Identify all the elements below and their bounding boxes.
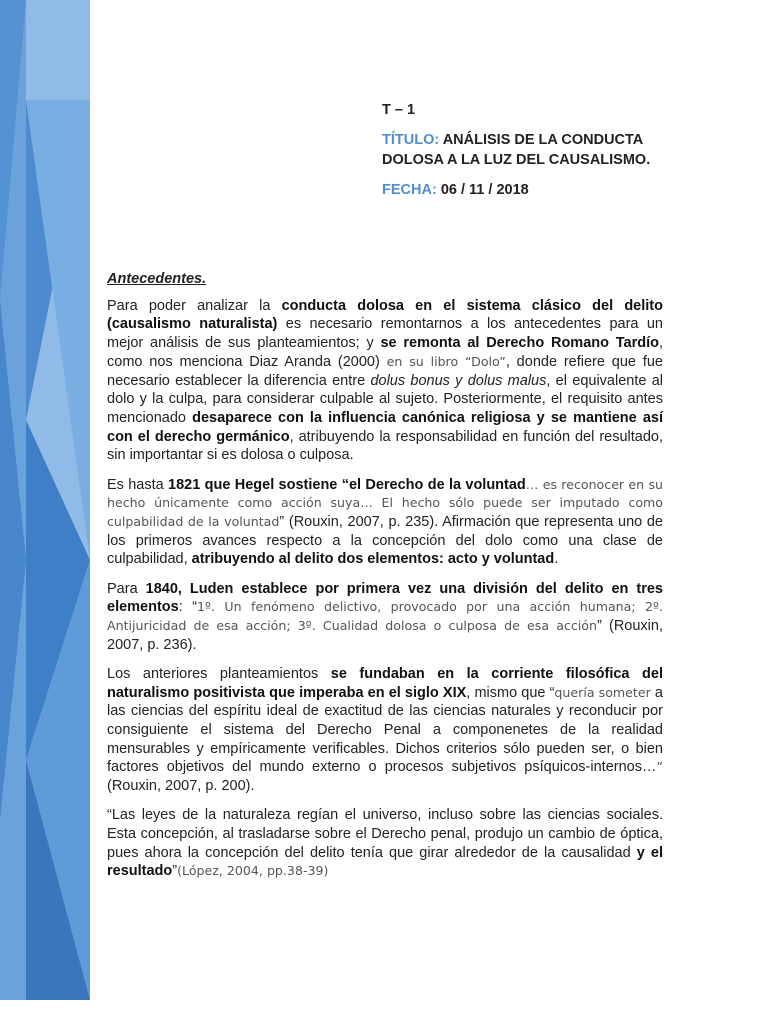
p4-text: Los anteriores planteamientos [107, 665, 331, 682]
p5-text: ” [172, 863, 178, 880]
p1-text: , atribuyendo la responsabilidad en función del resultado, sin importantar si es dolosa o culposa. [107, 428, 663, 464]
p4-bold: se fundaban en la corriente filosófica del naturalismo positivista que imperaba en el siglo XIX [107, 665, 663, 701]
title-line-2: DOLOSA A LA LUZ DEL CAUSALISMO. [382, 152, 651, 168]
p2-bold: atribuyendo al delito dos elementos: acto y voluntad [191, 551, 555, 568]
p4-text: a las ciencias del espíritu ideal de exactitud de las ciencias naturales y reconducir por consiguiente el sistema del Derecho Penal a componenetes de la realidad mensurables y empíricamente verificables. Dichos criterios sólo pueden ser, o bien factores objetivos del mundo externo o procesos subjetivos psíquicos-internos… [107, 684, 663, 776]
paragraph-3 [107, 580, 663, 655]
p1-quote: en su libro “Dolo” [386, 353, 506, 369]
decorative-side-band [0, 0, 90, 1024]
paragraph-4 [107, 665, 663, 796]
p1-bold: se remonta al Derecho Romano Tardío [380, 335, 659, 352]
paragraph-1 [107, 297, 663, 465]
p3-text: Para [107, 580, 146, 597]
p1-bold: conducta dolosa en el sistema clásico del delito (causalismo naturalista) [107, 297, 663, 333]
p5-text: “Las leyes de la naturaleza regían el universo, incluso sobre las ciencias sociales. Esta concepción, al trasladarse sobre el Derecho penal, produjo un cambio de óptica, pues ahora la concepción del delito tenía que girar alrededor de la causalidad [107, 807, 663, 861]
p2-bold: 1821 que Hegel sostiene “el Derecho de la voluntad [168, 476, 526, 493]
p2-quote: … es reconocer en su hecho únicamente como acción suya… El hecho sólo puede ser imputado como culpabilidad de la voluntad [107, 476, 663, 529]
p5-quote: (López, 2004, pp.38-39) [177, 863, 329, 879]
document-code: T – 1 [382, 102, 416, 118]
p1-text: es necesario remontarnos a los antecedentes para un mejor análisis de sus planteamientos; y [107, 316, 663, 352]
title-label: TÍTULO: [382, 132, 440, 148]
p4-quote: ” [656, 759, 663, 775]
p2-text: ” (Rouxin, 2007, p. 235). Afirmación que representa uno de los primeros avances respecto a la concepción del dolo como una clase de culpabilidad, [107, 513, 663, 568]
p1-text: , donde refiere que fue necesario establecer la diferencia entre [107, 353, 663, 389]
p3-bold: 1840, Luden establece por primera vez una división del delito en tres elementos [107, 580, 663, 616]
document-title [382, 130, 702, 170]
paragraph-2 [107, 476, 663, 570]
p1-bold: desaparece con la influencia canónica religiosa y se mantiene así con el derecho germánico [107, 409, 663, 445]
document-header [382, 100, 702, 210]
p4-text: , mismo que “ [466, 684, 555, 701]
document-date [382, 180, 702, 200]
p1-italic: dolus bonus y dolus malus [370, 372, 547, 389]
date-value: 06 / 11 / 2018 [440, 182, 529, 198]
title-line-1: ANÁLISIS DE LA CONDUCTA [442, 132, 644, 148]
p3-text: : “ [178, 599, 198, 616]
p1-text: , el equivalente al dolo y la culpa, para considerar culpable al sujeto. Posteriormente, el requisito antes mencionado [107, 372, 663, 426]
p5-bold: y el resultado [107, 844, 664, 880]
document-body [107, 270, 663, 892]
p4-quote: quería someter [554, 684, 651, 700]
p3-text: ” (Rouxin, 2007, p. 236). [107, 617, 663, 653]
p1-text: Para poder analizar la [107, 297, 282, 314]
paragraph-5 [107, 806, 663, 881]
p4-text: (Rouxin, 2007, p. 200). [107, 778, 255, 795]
p2-text: Es hasta [107, 476, 169, 493]
p3-quote: 1º. Un fenómeno delictivo, provocado por una acción humana; 2º. Antijuricidad de esa acción; 3º. Cualidad dolosa o culposa de esa acción [107, 599, 663, 633]
p1-text: , como nos menciona Diaz Aranda (2000) [107, 335, 663, 370]
section-heading: Antecedentes. [107, 271, 207, 287]
date-label: FECHA: [382, 182, 437, 198]
p2-text: . [554, 551, 559, 568]
